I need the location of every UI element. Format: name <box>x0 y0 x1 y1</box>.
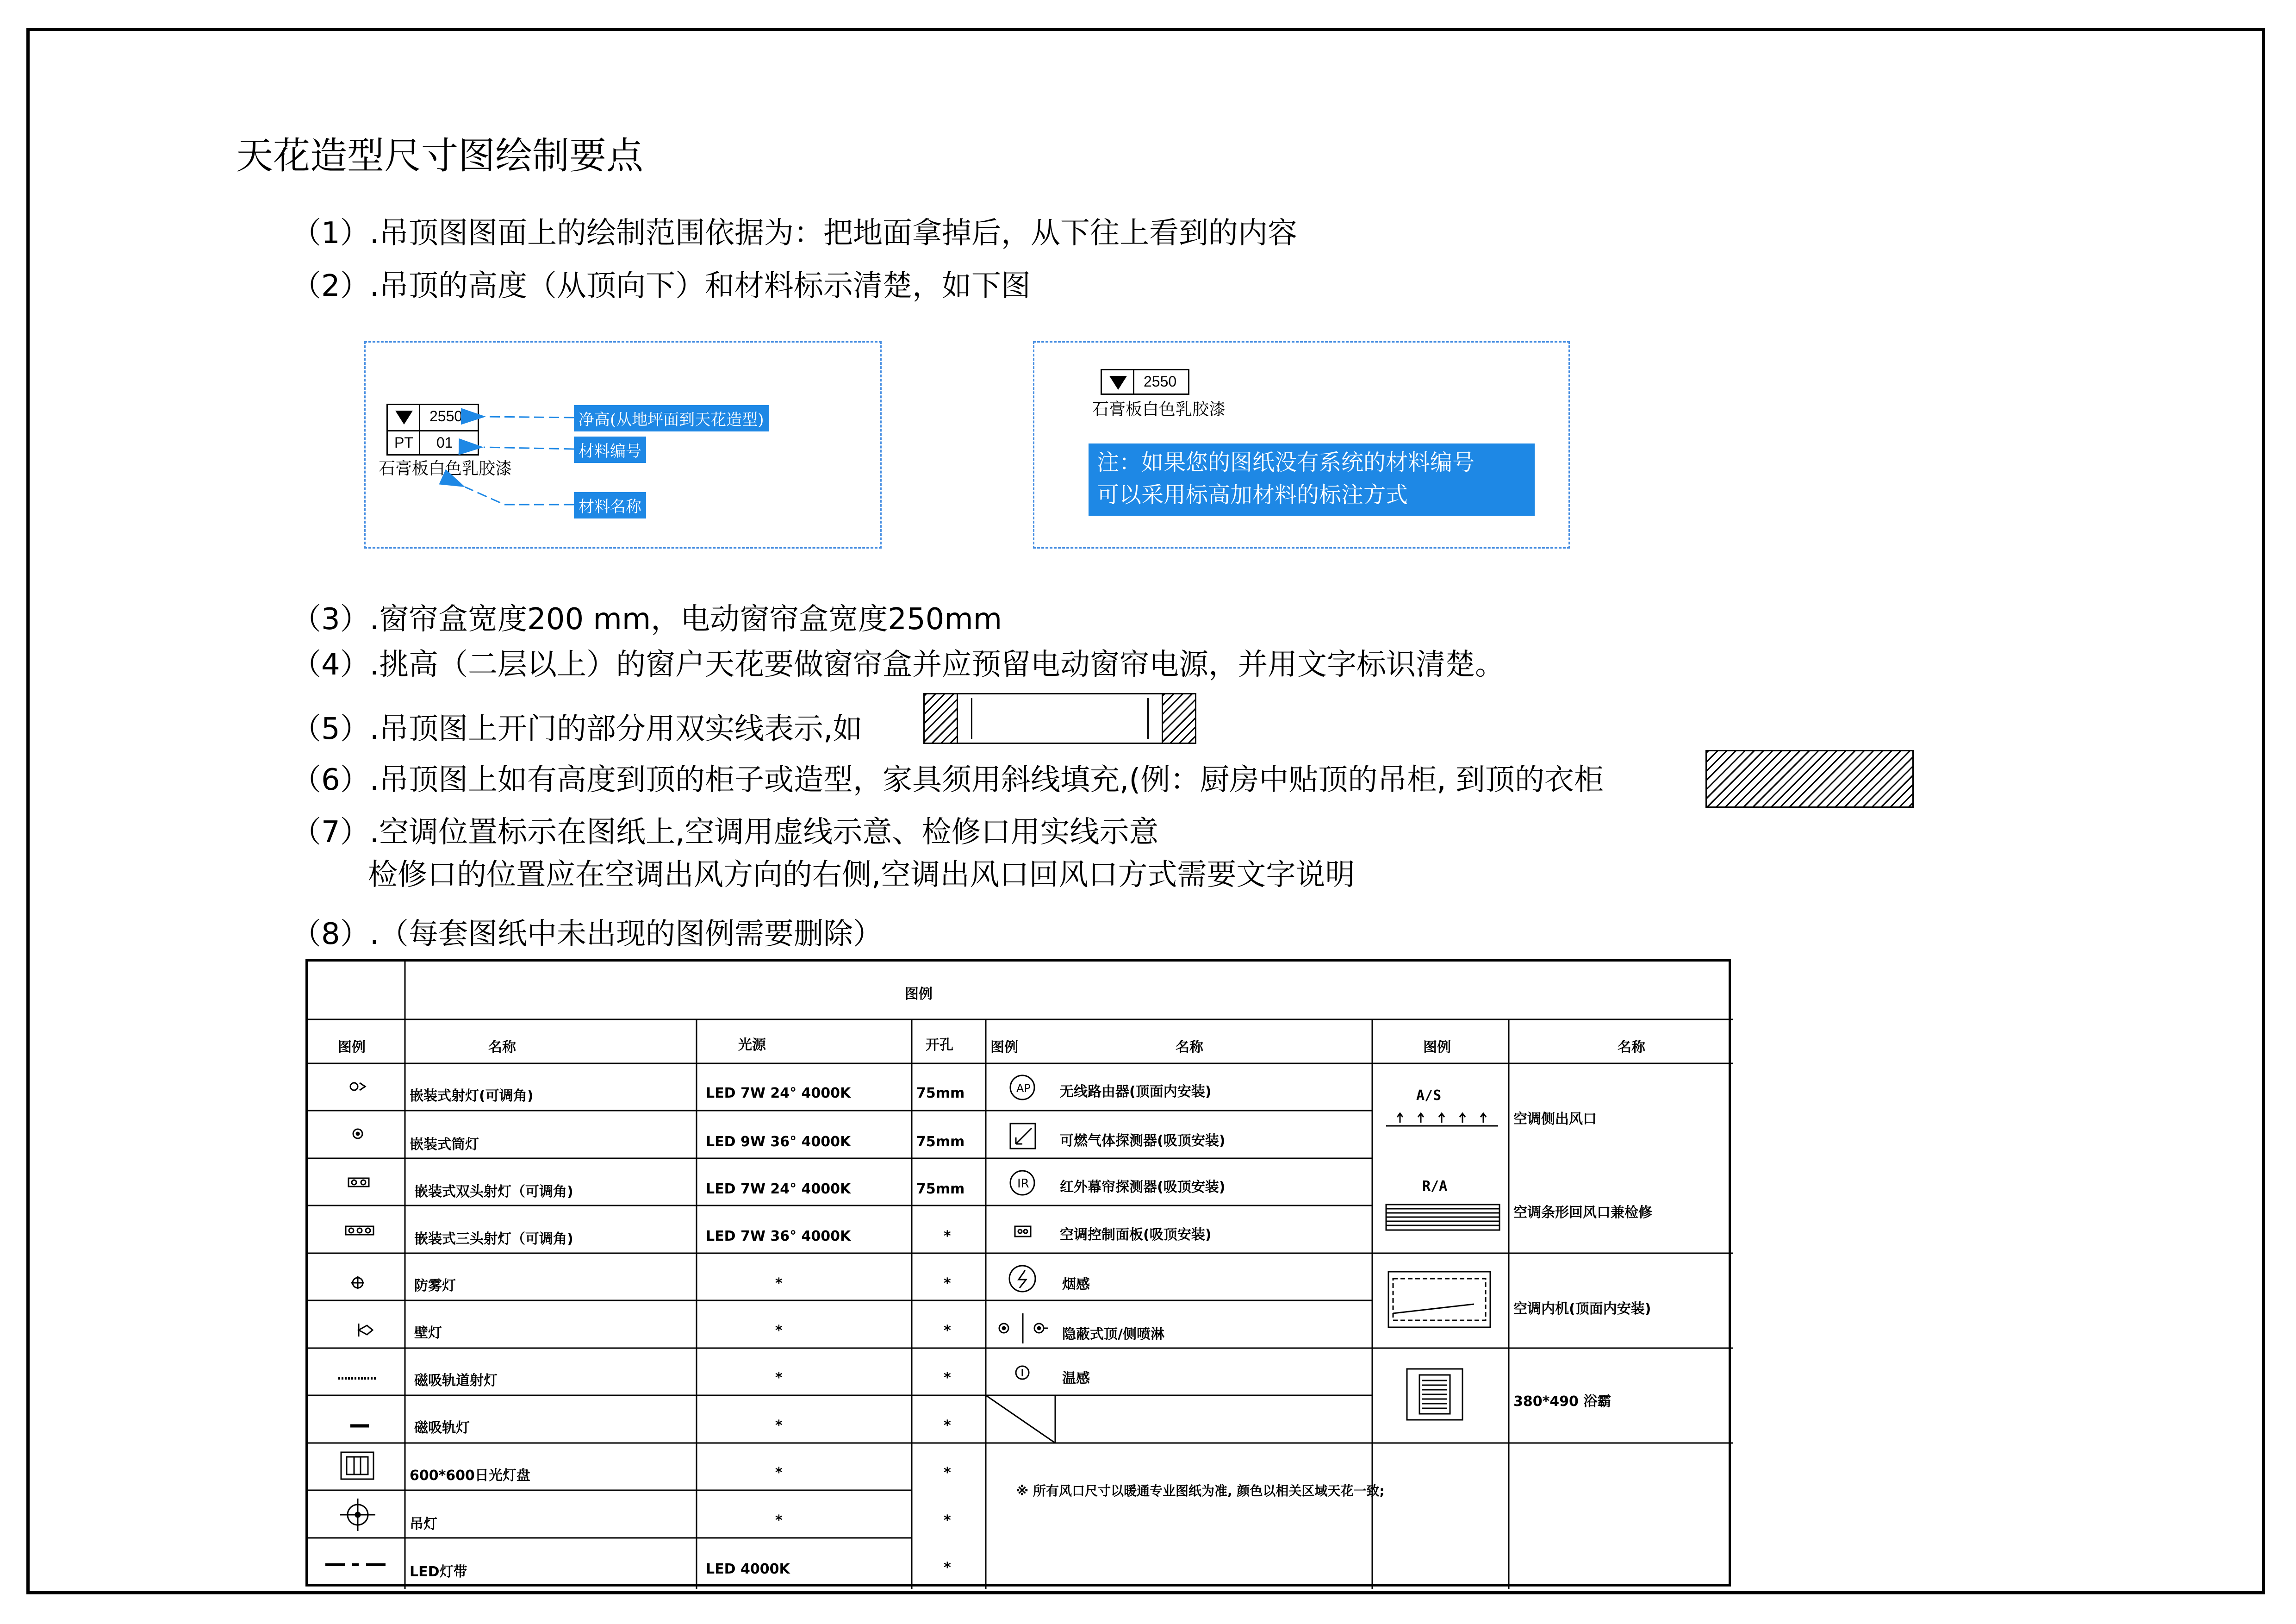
bath-heater-icon <box>1407 1369 1462 1420</box>
callout-code: 材料编号 <box>574 437 646 463</box>
legend-footnote: ※ 所有风口尺寸以暖通专业图纸为准, 颜色以相关区域天花一致; <box>1016 1483 1385 1499</box>
door-hatch-left <box>925 694 958 743</box>
header-hole: 开孔 <box>926 1037 953 1053</box>
ac-name: 空调侧出风口 <box>1513 1111 1597 1127</box>
example2-note <box>1089 443 1535 516</box>
light-name: 磁吸轨道射灯 <box>414 1373 498 1389</box>
light-hole: * <box>944 1560 951 1576</box>
device-name: 温感 <box>1062 1370 1090 1387</box>
item-7-detail: 检修口的位置应在空调出风方向的右侧,空调出风口回风口方式需要文字说明 <box>368 858 1355 892</box>
item-7: （7）.空调位置标示在图纸上,空调用虚线示意、检修口用实线示意 <box>292 815 1159 849</box>
light-name: LED灯带 <box>410 1564 467 1580</box>
ac-name: 空调内机(顶面内安装) <box>1513 1301 1651 1317</box>
light-hole: 75mm <box>916 1181 965 1197</box>
light-name: 壁灯 <box>414 1325 442 1341</box>
light-hole: 75mm <box>916 1085 965 1101</box>
light-hole: * <box>944 1323 951 1339</box>
legend-title: 图例 <box>905 986 933 1002</box>
light-name: 600*600日光灯盘 <box>410 1468 530 1484</box>
light-hole: * <box>944 1465 951 1481</box>
callout-height: 净高(从地坪面到天花造型) <box>574 405 769 431</box>
light-source: LED 7W 36° 4000K <box>706 1228 851 1244</box>
example2-note-line2: 可以采用标高加材料的标注方式 <box>1097 482 1408 508</box>
header-name-2: 名称 <box>1176 1039 1203 1056</box>
example2-level: 2550 <box>1144 373 1177 390</box>
header-symbol-2: 图例 <box>990 1039 1018 1056</box>
light-name: 嵌装式三头射灯（可调角) <box>414 1231 573 1247</box>
cabinet-hatch-sample <box>1705 750 1914 808</box>
light-source: * <box>775 1512 783 1529</box>
light-source: * <box>775 1418 783 1434</box>
item-4: （4）.挑高（二层以上）的窗户天花要做窗帘盒并应预留电动窗帘电源，并用文字标识清楚。 <box>292 648 1505 682</box>
device-name: 无线路由器(顶面内安装) <box>1060 1084 1212 1100</box>
example1-material: 石膏板白色乳胶漆 <box>379 459 512 478</box>
example1-code-num: 01 <box>436 434 453 451</box>
indoor-ac-unit-icon <box>1388 1272 1490 1327</box>
page-title: 天花造型尺寸图绘制要点 <box>236 134 643 177</box>
example2-note-line1: 注：如果您的图纸没有系统的材料编号 <box>1097 450 1475 475</box>
light-hole: * <box>944 1228 951 1244</box>
example1-code-prefix: PT <box>394 434 413 451</box>
light-source: LED 4000K <box>706 1561 790 1577</box>
light-source: LED 7W 24° 4000K <box>706 1181 851 1197</box>
light-name: 嵌装式射灯(可调角) <box>410 1088 534 1104</box>
light-source: * <box>775 1465 783 1481</box>
device-name: 可燃气体探测器(吸顶安装) <box>1060 1133 1226 1149</box>
header-source: 光源 <box>738 1037 766 1053</box>
light-name: 嵌装式双头射灯（可调角) <box>414 1184 573 1200</box>
header-symbol-3: 图例 <box>1423 1039 1451 1056</box>
door-double-line-sample <box>923 693 1196 744</box>
light-hole: * <box>944 1418 951 1434</box>
item-2: （2）.吊顶的高度（从顶向下）和材料标示清楚，如下图 <box>292 269 1031 303</box>
callout-name: 材料名称 <box>574 492 646 518</box>
light-name: 磁吸轨灯 <box>414 1420 470 1436</box>
level-triangle-icon <box>1102 370 1134 394</box>
door-inner-line <box>971 698 1149 739</box>
header-symbol: 图例 <box>338 1039 366 1056</box>
light-name: 吊灯 <box>410 1516 437 1532</box>
legend-table <box>305 959 1731 1587</box>
item-5: （5）.吊顶图上开门的部分用双实线表示,如 <box>292 712 863 746</box>
ac-sym-ra: R/A <box>1422 1178 1448 1194</box>
light-source: LED 9W 36° 4000K <box>706 1134 851 1150</box>
example2-material: 石膏板白色乳胶漆 <box>1092 400 1226 419</box>
example1-level: 2550 <box>429 408 463 425</box>
return-air-vent-icon <box>1386 1205 1500 1230</box>
router-symbol-text: AP <box>1016 1082 1031 1095</box>
light-name: 防雾灯 <box>414 1278 456 1294</box>
light-hole: 75mm <box>916 1134 965 1150</box>
ac-name: 空调条形回风口兼检修 <box>1513 1205 1652 1221</box>
light-source: * <box>775 1370 783 1386</box>
light-source: * <box>775 1275 783 1292</box>
device-name: 空调控制面板(吸顶安装) <box>1060 1227 1212 1243</box>
side-supply-vent-icon <box>1386 1113 1498 1126</box>
light-hole: * <box>944 1370 951 1386</box>
header-name: 名称 <box>488 1039 516 1056</box>
device-name: 红外幕帘探测器(吸顶安装) <box>1060 1179 1226 1195</box>
item-3: （3）.窗帘盒宽度200 mm，电动窗帘盒宽度250mm <box>292 602 1002 637</box>
light-source: * <box>775 1323 783 1339</box>
light-source: LED 7W 24° 4000K <box>706 1085 851 1101</box>
ir-symbol-text: IR <box>1017 1177 1029 1191</box>
item-6: （6）.吊顶图上如有高度到顶的柜子或造型，家具须用斜线填充,(例：厨房中贴顶的吊柜, 到顶的衣柜 <box>292 763 1604 797</box>
ac-sym-as: A/S <box>1416 1087 1442 1104</box>
light-hole: * <box>944 1275 951 1292</box>
ac-name: 380*490 浴霸 <box>1513 1393 1612 1410</box>
example2-level-box <box>1101 369 1189 395</box>
device-name: 烟感 <box>1062 1276 1090 1293</box>
door-hatch-right <box>1162 694 1195 743</box>
header-name-3: 名称 <box>1618 1039 1645 1056</box>
item-1: （1）.吊顶图图面上的绘制范围依据为：把地面拿掉后，从下往上看到的内容 <box>292 216 1298 250</box>
item-8: （8）.（每套图纸中未出现的图例需要删除） <box>292 917 883 951</box>
light-hole: * <box>944 1512 951 1529</box>
device-name: 隐蔽式顶/侧喷淋 <box>1062 1326 1164 1343</box>
light-name: 嵌装式筒灯 <box>410 1137 479 1153</box>
